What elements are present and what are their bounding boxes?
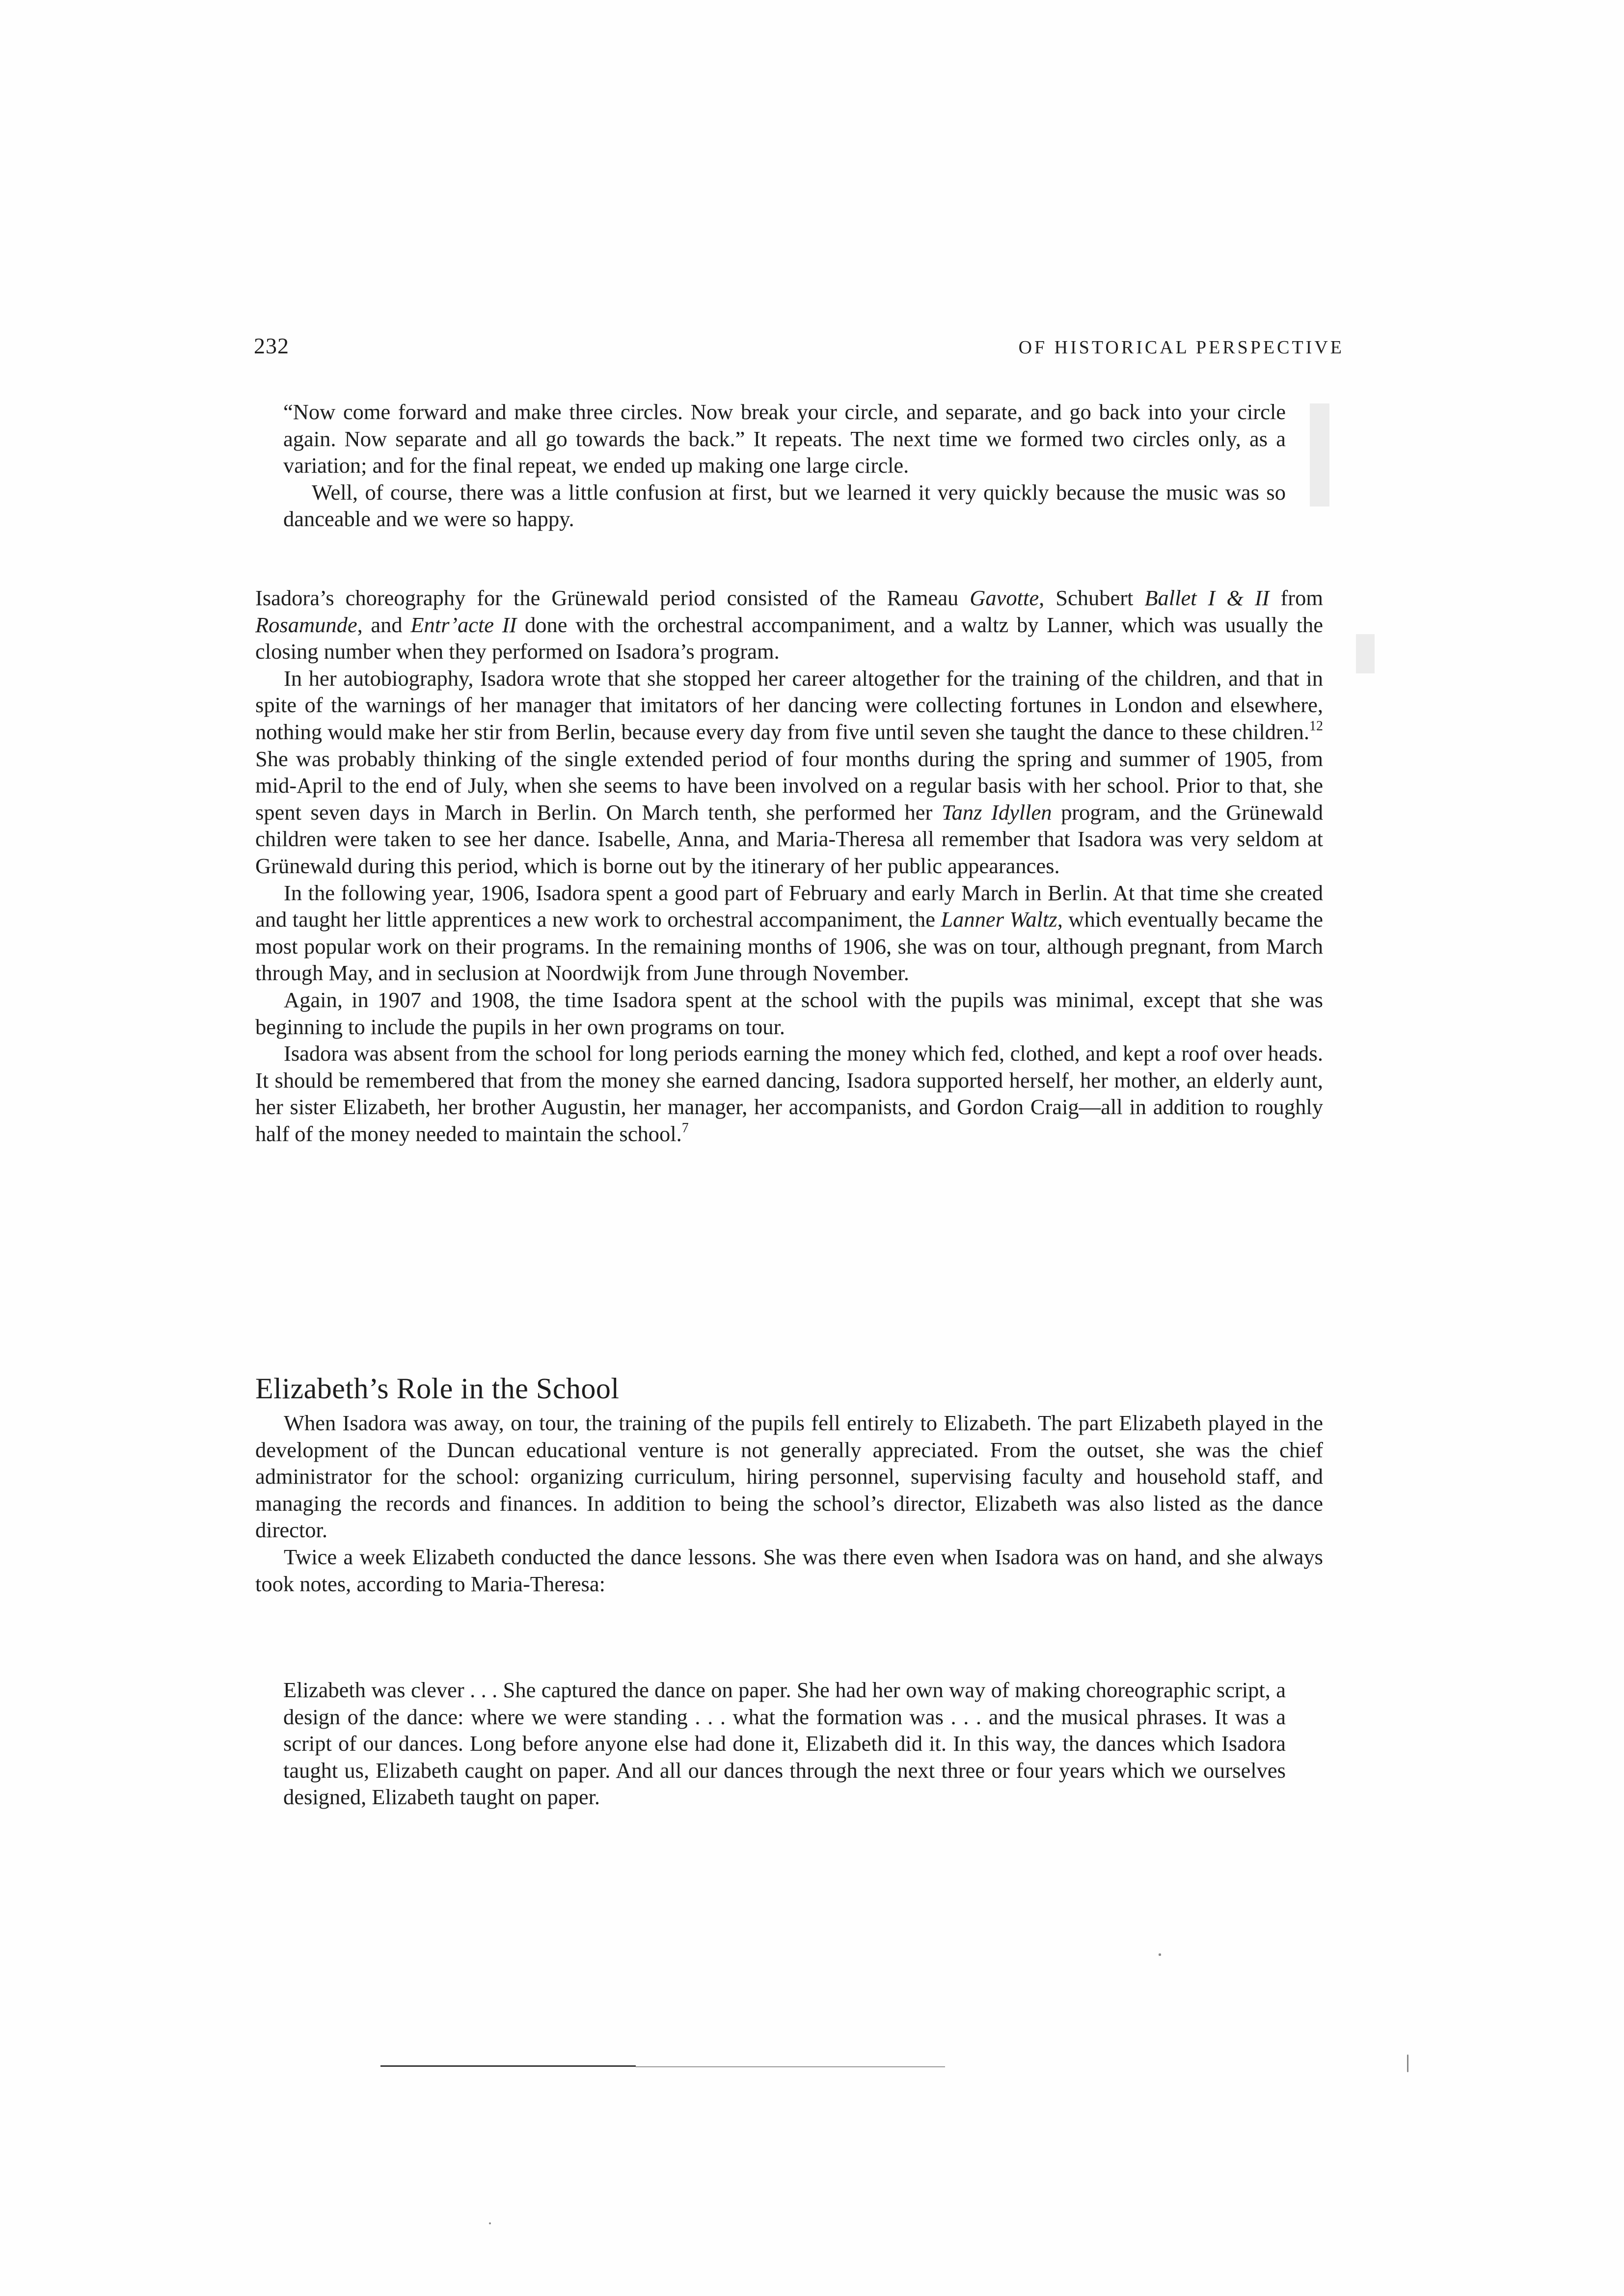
section-heading: Elizabeth’s Role in the School	[255, 1372, 620, 1405]
footer-rule-faded	[636, 2066, 945, 2067]
block-quote-circles	[283, 399, 1286, 533]
work-title: Tanz Idyllen	[941, 800, 1052, 825]
paragraph-dance-lessons: Twice a week Elizabeth conducted the dance lessons. She was there even when Isadora was on hand, and she always took notes, according to Maria-Theresa:	[255, 1544, 1323, 1596]
body-text	[255, 585, 1323, 1147]
text-run: , and	[357, 612, 411, 637]
page-number: 232	[254, 333, 289, 358]
scan-speck	[1159, 1953, 1161, 1956]
text-run: Isadora’s choreography for the Grünewald period consisted of the Rameau	[255, 586, 970, 610]
section-body	[255, 1410, 1323, 1597]
quote-paragraph: Elizabeth was clever . . . She captured the dance on paper. She had her own way of making choreographic script, a design of the dance: where we were standing . . . what the formation was . . . and the musical phrases. It was a script of our dances. Long before anyone else had done it, Elizabeth did it. In this way, the dances which Isadora taught us, Elizabeth caught on paper. And all our dances through the next three or four years which we ourselves designed, Elizabeth taught on paper.	[283, 1678, 1286, 1810]
running-head: OF HISTORICAL PERSPECTIVE	[1018, 337, 1344, 358]
block-quote-maria-theresa	[283, 1677, 1286, 1811]
quote-paragraph: “Now come forward and make three circles. Now break your circle, and separate, and go back into your circle again. Now separate and all go towards the back.” It repeats. The next time we formed two circles only, as a variation; and for the final repeat, we ended up making one large circle.	[283, 400, 1286, 478]
text-run: done with the orchestral accompaniment, and a waltz by Lanner, which was usually the closing number when they performed on Isadora’s program.	[255, 612, 1323, 664]
work-title: Lanner Waltz	[941, 907, 1057, 932]
work-title: Ballet I & II	[1144, 586, 1270, 610]
footnote-ref: 7	[681, 1120, 689, 1136]
paragraph-choreography	[255, 585, 1323, 665]
text-run: , Schubert	[1039, 586, 1145, 610]
text-run: program, and the Grünewald children were taken to see her dance. Isabelle, Anna, and Maria-Theresa all remember that Isadora was very seldom at Grünewald during this period, which is borne out by the itinerary of her public appearances.	[255, 800, 1323, 878]
scan-shadow	[1310, 403, 1329, 507]
work-title: Rosamunde	[255, 612, 357, 637]
paragraph-1906	[255, 880, 1323, 987]
text-run: from	[1269, 586, 1323, 610]
footer-rule	[380, 2065, 636, 2067]
footnote-ref: 12	[1309, 718, 1323, 734]
paragraph-autobiography	[255, 665, 1323, 880]
text-run: In the following year, 1906, Isadora spent a good part of February and early March in Berlin. At that time she created and taught her little apprentices a new work to orchestral accompaniment, the	[255, 880, 1323, 932]
text-run: , which eventually became the most popular work on their programs. In the remaining months of 1906, she was on tour, although pregnant, from March through May, and in seclusion at Noordwijk from June through November.	[255, 907, 1323, 986]
paragraph-support	[255, 1040, 1323, 1147]
text-run: She was probably thinking of the single extended period of four months during the spring and summer of 1905, from mid-April to the end of July, when she seems to have been involved on a regular basis with her school. Prior to that, she spent seven days in March in Berlin. On March tenth, she performed her	[255, 746, 1323, 825]
paragraph-1907: Again, in 1907 and 1908, the time Isadora spent at the school with the pupils was minimal, except that she was beginning to include the pupils in her own programs on tour.	[255, 987, 1323, 1039]
paragraph-elizabeth-role: When Isadora was away, on tour, the training of the pupils fell entirely to Elizabeth. The part Elizabeth played in the development of the Duncan educational venture is not generally appreciated. From the outset, she was the chief administrator for the school: organizing curriculum, hiring personnel, supervising faculty and household staff, and managing the records and finances. In addition to being the school’s director, Elizabeth was also listed as the dance director.	[255, 1411, 1323, 1543]
text-run: Isadora was absent from the school for long periods earning the money which fed, clothed, and kept a roof over heads. It should be remembered that from the money she earned dancing, Isadora supported herself, her mother, an elderly aunt, her sister Elizabeth, her brother Augustin, her manager, her accompanists, and Gordon Craig—all in addition to roughly half of the money needed to maintain the school.	[255, 1041, 1323, 1146]
text-run: In her autobiography, Isadora wrote that she stopped her career altogether for the training of the children, and that in spite of the warnings of her manager that imitators of her dancing were collecting fortunes in London and elsewhere, nothing would make her stir from Berlin, because every day from five until seven she taught the dance to these children.	[255, 666, 1323, 744]
work-title: Gavotte	[970, 586, 1039, 610]
quote-paragraph: Well, of course, there was a little confusion at first, but we learned it very quickly because the music was so danceable and we were so happy.	[283, 480, 1286, 532]
scan-speck	[489, 2222, 491, 2224]
scan-shadow	[1356, 634, 1375, 673]
work-title: Entr’acte II	[410, 612, 517, 637]
scan-speck	[1407, 2055, 1408, 2072]
